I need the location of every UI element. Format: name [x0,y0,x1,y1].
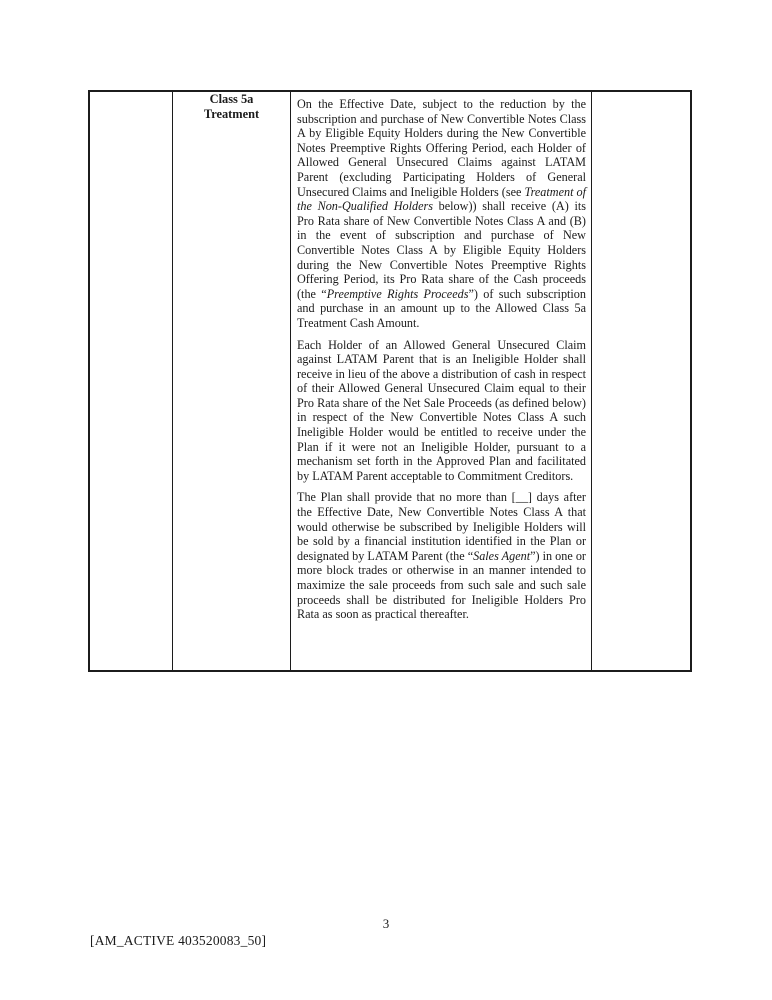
treatment-paragraph [297,490,586,621]
paragraph-text: The Plan shall provide that no more than [__] days after the Effective Date, New Convertible Notes Class A that would otherwise be subscribed by Ineligible Holders will be sold by a financial institution identified in the Plan or designated by LATAM Parent (the “ [297,490,586,563]
treatment-paragraphs [291,92,591,626]
table-cell-treatment-text [291,91,592,671]
defined-term-italic: Sales Agent [473,548,531,563]
table-cell-empty-left [89,91,173,671]
paragraph-text: Each Holder of an Allowed General Unsecured Claim against LATAM Parent that is an Ineligible Holder shall receive in lieu of the above a distribution of cash in respect of their Allowed General Unsecured Claim equal to their Pro Rata share of the Net Sale Proceeds (as defined below) in respect of the New Convertible Notes Class A such Ineligible Holder would be entitled to receive under the Plan if it were not an Ineligible Holder, pursuant to a mechanism set forth in the Approved Plan and facilitated by LATAM Parent acceptable to Commitment Creditors. [297,337,586,483]
page-number: 3 [382,916,390,931]
treatment-paragraph [297,97,586,331]
table-cell-row-label [173,91,291,671]
terms-table [88,90,692,672]
defined-term-italic: Treatment of the Non-Qualified Holders [297,184,586,214]
treatment-paragraph [297,338,586,484]
table-cell-empty-right [592,91,692,671]
defined-term-italic: Preemptive Rights Proceeds [326,286,469,301]
paragraph-text: On the Effective Date, subject to the reduction by the subscription and purchase of New Convertible Notes Class A by Eligible Equity Holders during the New Convertible Notes Preemptive Rights Offering Period, each Holder of Allowed General Unsecured Claims against LATAM Parent (excluding Participating Holders of General Unsecured Claims and Ineligible Holders (see [297,97,586,199]
footer-document-id: [AM_ACTIVE 403520083_50] [90,933,267,948]
paragraph-text: below)) shall receive (A) its Pro Rata share of New Convertible Notes Class A and (B) in the event of subscription and purchase of New Convertible Notes Class A by Eligible Equity Holders during the New Convertible Notes Preemptive Rights Offering Period, its Pro Rata share of the Cash proceeds (the “ [297,199,586,301]
paragraph-text: ”) in one or more block trades or otherwise in an manner intended to maximize the sale proceeds from such sale and such sale proceeds shall be distributed for Ineligible Holders Pro Rata as soon as practical thereafter. [297,548,586,622]
row-label-class-5a-treatment: Class 5a Treatment [203,92,260,121]
paragraph-text: ”) of such subscription and purchase in an amount up to the Allowed Class 5a Treatment Cash Amount. [297,286,586,330]
table-row [89,91,691,671]
